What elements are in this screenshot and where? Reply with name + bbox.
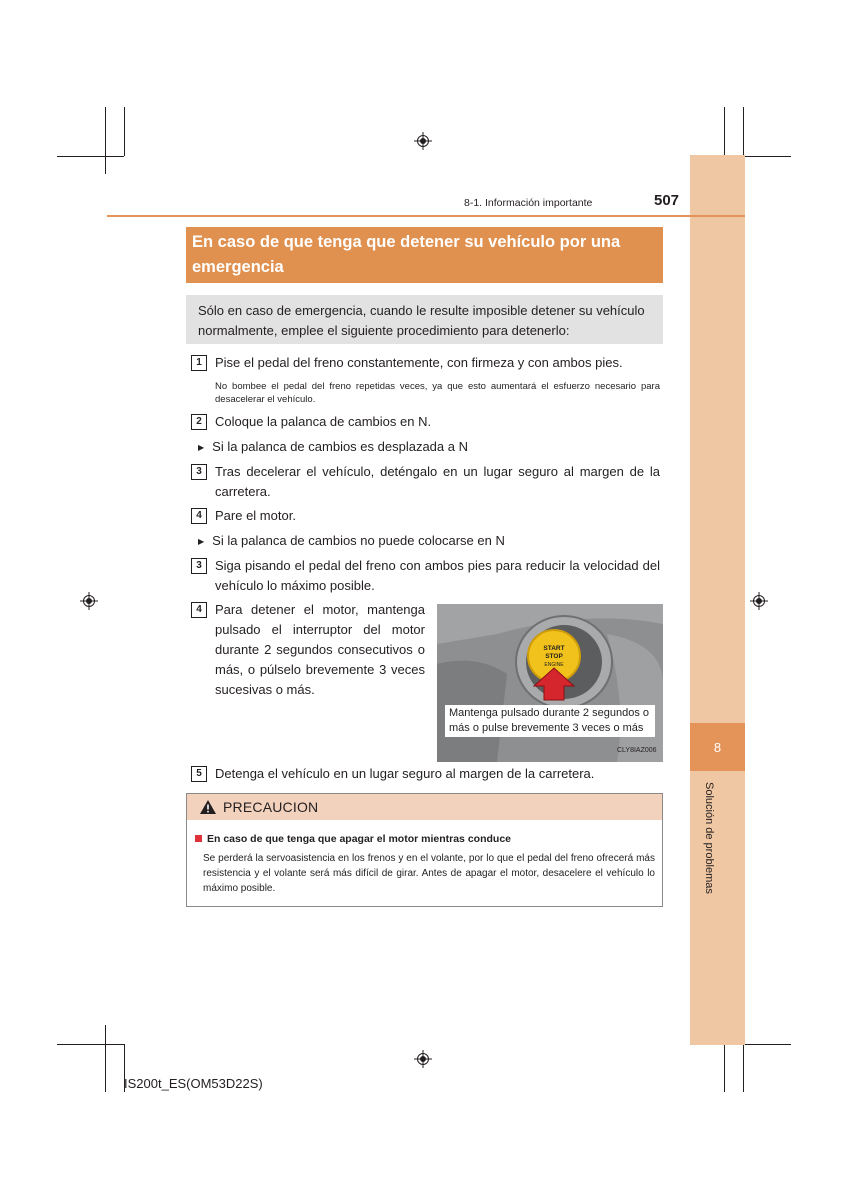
triangle-bullet-icon: ▶	[198, 443, 205, 452]
step-text: Pise el pedal del freno constantemente, con firmeza y con ambos pies.	[215, 355, 623, 370]
registration-mark-icon	[414, 132, 432, 150]
step-number: 4	[191, 602, 207, 618]
registration-mark-icon	[414, 1050, 432, 1068]
figure-code: CLY8IAZ006	[617, 747, 657, 754]
triangle-bullet-icon: ▶	[198, 537, 205, 546]
step-text: Pare el motor.	[215, 508, 296, 523]
caution-title: PRECAUCION	[223, 799, 319, 815]
section-title: En caso de que tenga que detener su vehículo por una emergencia	[192, 233, 621, 276]
sub-heading: ▶ Si la palanca de cambios es desplazada a N	[198, 439, 468, 454]
caution-body: Se perderá la servoasistencia en los frenos y en el volante, por lo que el pedal del freno ofrecerá más resistencia y el volante será más difícil de girar. Antes de apagar el motor, desacelere el vehículo lo máximo posible.	[203, 853, 655, 894]
step-number: 1	[191, 355, 207, 371]
step-number: 2	[191, 414, 207, 430]
section-reference: 8-1. Información importante	[464, 197, 593, 209]
warning-icon	[199, 799, 217, 815]
registration-mark-icon	[750, 592, 768, 610]
intro-text: Sólo en caso de emergencia, cuando le resulte imposible detener su vehículo normalmente, emplee el siguiente procedimiento para detenerlo:	[198, 303, 645, 338]
chapter-number: 8	[690, 723, 745, 771]
caution-header	[187, 794, 662, 820]
button-label: ENGINE	[544, 662, 564, 668]
caution-subtitle: En caso de que tenga que apagar el motor mientras conduce	[195, 833, 511, 845]
button-label: START	[543, 645, 565, 652]
engine-button-photo	[437, 604, 663, 762]
figure-caption: Mantenga pulsado durante 2 segundos o más o pulse brevemente 3 veces o más	[445, 705, 655, 737]
header-rule	[107, 215, 745, 217]
section-title-box	[186, 227, 663, 283]
step-text: Tras decelerar el vehículo, deténgalo en un lugar seguro al margen de la carretera.	[215, 464, 660, 499]
button-label: STOP	[545, 653, 563, 660]
caution-box	[186, 793, 663, 907]
chapter-tab	[690, 155, 745, 1045]
engine-switch-illustration	[437, 604, 663, 762]
intro-box	[186, 295, 663, 344]
step-text: Detenga el vehículo en un lugar seguro al margen de la carretera.	[215, 766, 595, 781]
step-number: 4	[191, 508, 207, 524]
step-text: Para detener el motor, mantenga pulsado el interruptor del motor durante 2 segundos consecutivos o más, o púlselo brevemente 3 veces sucesivas o más.	[215, 602, 425, 697]
step-number: 3	[191, 558, 207, 574]
square-bullet-icon	[195, 835, 202, 842]
sub-heading: ▶ Si la palanca de cambios no puede colocarse en N	[198, 533, 505, 548]
chapter-label: Solución de problemas	[703, 782, 715, 894]
step-text: Siga pisando el pedal del freno con ambos pies para reducir la velocidad del vehículo lo máximo posible.	[215, 558, 660, 593]
step-number: 3	[191, 464, 207, 480]
footer-code: IS200t_ES(OM53D22S)	[124, 1076, 263, 1091]
page-number: 507	[654, 192, 680, 209]
step-note: No bombee el pedal del freno repetidas veces, ya que esto aumentará el esfuerzo necesario para desacelerar el vehículo.	[215, 381, 660, 405]
registration-mark-icon	[80, 592, 98, 610]
step-text: Coloque la palanca de cambios en N.	[215, 414, 432, 429]
step-number: 5	[191, 766, 207, 782]
